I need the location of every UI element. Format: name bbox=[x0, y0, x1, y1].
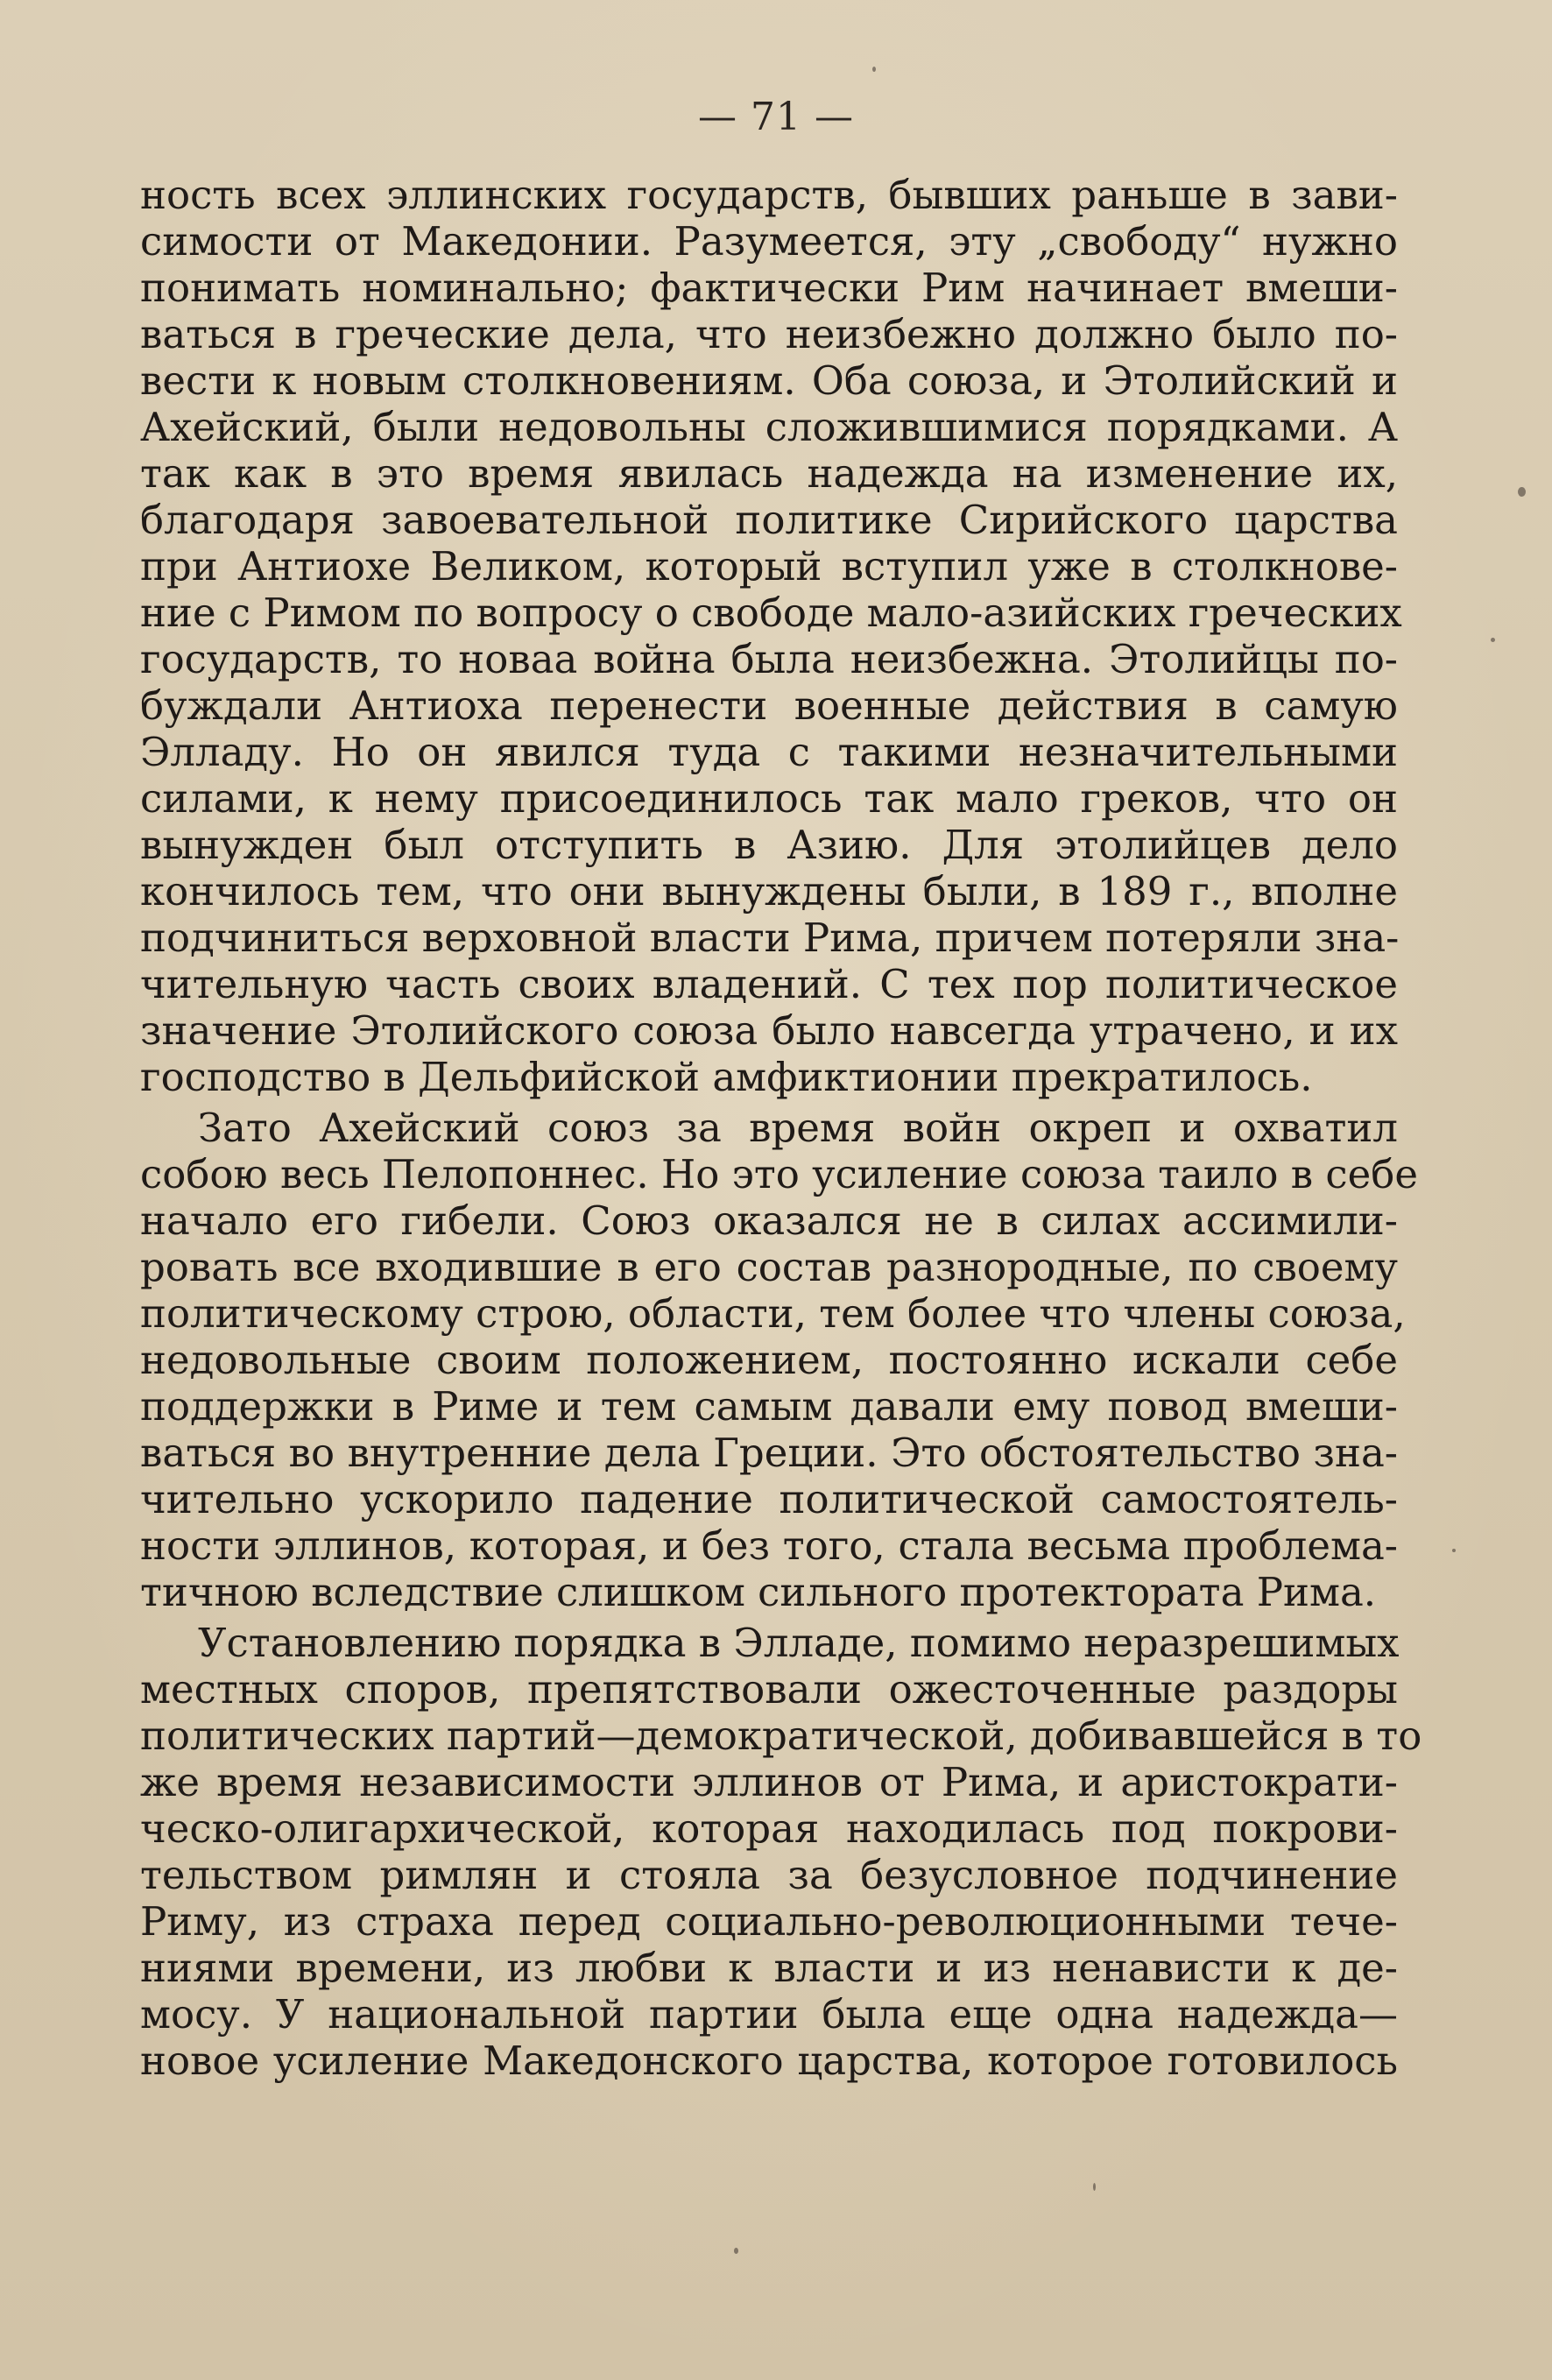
text-line: государств, то новаа война была неизбежна. Этолийцы по- bbox=[140, 636, 1398, 682]
text-line: недовольные своим положением, постоянно искали себе bbox=[140, 1337, 1398, 1383]
paper-speck bbox=[1093, 2183, 1096, 2191]
text-line: Ахейский, были недовольны сложившимися порядками. А bbox=[140, 404, 1398, 450]
text-line: ваться во внутренние дела Греции. Это обстоятельство зна- bbox=[140, 1430, 1398, 1476]
text-line: местных споров, препятствовали ожесточенные раздоры bbox=[140, 1666, 1398, 1713]
paper-speck bbox=[1518, 487, 1526, 497]
text-line: Зато Ахейский союз за время войн окреп и охватил bbox=[198, 1105, 1398, 1151]
text-line: буждали Антиоха перенести военные действия в самую bbox=[140, 682, 1398, 729]
text-line: поддержки в Риме и тем самым давали ему повод вмеши- bbox=[140, 1383, 1398, 1430]
text-line: ниями времени, из любви к власти и из ненависти к де- bbox=[140, 1945, 1398, 1991]
paragraph-3 bbox=[140, 1620, 1422, 2084]
text-line: вынужден был отступить в Азию. Для этолийцев дело bbox=[140, 822, 1398, 868]
text-line: Установлению порядка в Элладе, помимо неразрешимых bbox=[198, 1620, 1400, 1666]
paragraph-2 bbox=[140, 1105, 1418, 1615]
text-line: ность всех эллинских государств, бывших раньше в зави- bbox=[140, 172, 1398, 218]
text-line: силами, к нему присоединилось так мало греков, что он bbox=[140, 775, 1398, 822]
text-line: благодаря завоевательной политике Сирийского царства bbox=[140, 497, 1398, 543]
text-line: при Антиохе Великом, который вступил уже в столкнове- bbox=[140, 543, 1398, 590]
text-line: господство в Дельфийской амфиктионии прекратилось. bbox=[140, 1054, 1313, 1100]
text-line: ровать все входившие в его состав разнородные, по своему bbox=[140, 1244, 1398, 1290]
paragraph-1 bbox=[140, 172, 1402, 1100]
paper-speck bbox=[1452, 1549, 1456, 1552]
text-line: симости от Македонии. Разумеется, эту „свободу“ нужно bbox=[140, 218, 1398, 265]
text-line: ности эллинов, которая, и без того, стала весьма проблема- bbox=[140, 1522, 1398, 1569]
text-line: ние с Римом по вопросу о свободе мало-азийских греческих bbox=[140, 590, 1402, 636]
paper-speck bbox=[734, 2248, 738, 2254]
text-line: новое усиление Македонского царства, которое готовилось bbox=[140, 2037, 1398, 2084]
text-line: же время независимости эллинов от Рима, и аристократи- bbox=[140, 1759, 1398, 1805]
paper-speck bbox=[1491, 638, 1495, 642]
text-line: ческо-олигархической, которая находилась под покрови- bbox=[140, 1805, 1398, 1852]
text-line: так как в это время явилась надежда на изменение их, bbox=[140, 450, 1398, 497]
text-line: значение Этолийского союза было навсегда утрачено, и их bbox=[140, 1007, 1398, 1054]
text-line: чительно ускорило падение политической самостоятель- bbox=[140, 1476, 1398, 1522]
text-line: собою весь Пелопоннес. Но это усиление союза таило в себе bbox=[140, 1151, 1418, 1197]
text-line: политическому строю, области, тем более что члены союза, bbox=[140, 1290, 1406, 1337]
paper-speck bbox=[872, 67, 876, 72]
text-line: тельством римлян и стояла за безусловное подчинение bbox=[140, 1852, 1398, 1898]
text-line: чительную часть своих владений. С тех пор политическое bbox=[140, 961, 1398, 1007]
text-line: ваться в греческие дела, что неизбежно должно было по- bbox=[140, 311, 1398, 357]
text-line: тичною вследствие слишком сильного протектората Рима. bbox=[140, 1569, 1377, 1615]
text-line: кончилось тем, что они вынуждены были, в 189 г., вполне bbox=[140, 868, 1398, 915]
text-line: Риму, из страха перед социально-революционными тече- bbox=[140, 1898, 1398, 1945]
text-line: начало его гибели. Союз оказался не в силах ассимили- bbox=[140, 1197, 1398, 1244]
text-line: понимать номинально; фактически Рим начинает вмеши- bbox=[140, 265, 1398, 311]
text-line: Элладу. Но он явился туда с такими незначительными bbox=[140, 729, 1398, 775]
text-line: вести к новым столкновениям. Оба союза, и Этолийский и bbox=[140, 357, 1398, 404]
text-line: подчиниться верховной власти Рима, причем потеряли зна- bbox=[140, 915, 1400, 961]
text-line: политических партий—демократической, добивавшейся в то bbox=[140, 1713, 1422, 1759]
text-line: мосу. У национальной партии была еще одна надежда— bbox=[140, 1991, 1398, 2037]
page-number: — 71 — bbox=[698, 95, 854, 139]
page-text bbox=[140, 172, 1422, 2084]
